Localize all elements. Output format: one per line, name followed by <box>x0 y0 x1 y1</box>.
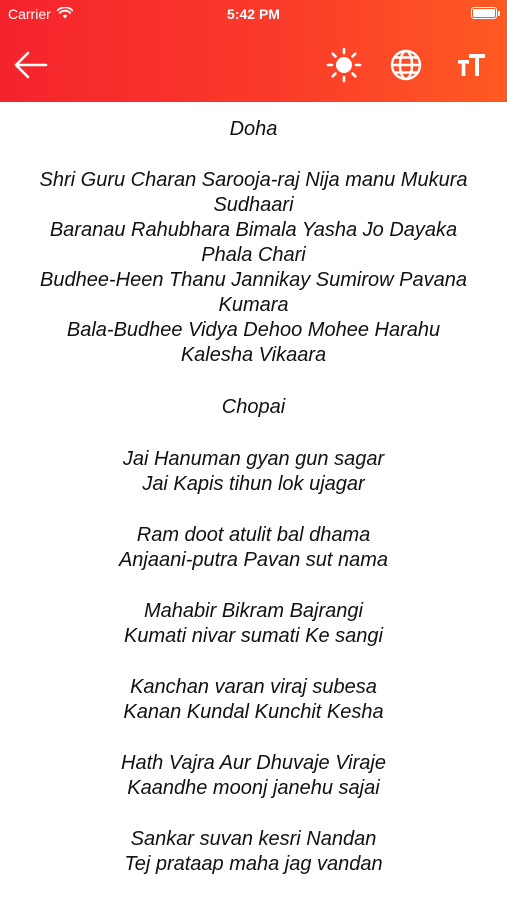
chopai-line: Sankar suvan kesri Nandan <box>130 828 377 850</box>
back-button[interactable] <box>12 46 50 84</box>
chopai-line: Kaandhe moonj janehu sajai <box>127 777 380 799</box>
chopai-line: Jai Kapis tihun lok ujagar <box>142 473 365 495</box>
doha-line: Kumara <box>218 294 289 316</box>
chopai-line: Anjaani-putra Pavan sut nama <box>118 549 389 571</box>
chopai-line: Kanan Kundal Kunchit Kesha <box>123 701 384 723</box>
chopai-line: Hath Vajra Aur Dhuvaje Viraje <box>121 752 386 774</box>
doha-line: Phala Chari <box>201 244 306 266</box>
chopai-line: Mahabir Bikram Bajrangi <box>144 600 363 622</box>
carrier-label: Carrier <box>8 6 51 22</box>
doha-line: Shri Guru Charan Sarooja-raj Nija manu Mukura <box>39 169 468 191</box>
chopai-heading: Chopai <box>221 396 286 418</box>
sun-icon <box>326 47 362 83</box>
brightness-button[interactable] <box>324 45 364 85</box>
doha-line: Bala-Budhee Vidya Dehoo Mohee Harahu <box>66 319 441 341</box>
globe-icon <box>389 48 423 82</box>
app-header <box>0 0 507 102</box>
status-time: 5:42 PM <box>227 6 280 22</box>
chopai-line: Ram doot atulit bal dhama <box>136 524 371 546</box>
chopai-line: Kanchan varan viraj subesa <box>130 676 377 698</box>
chopai-line: Jai Hanuman gyan gun sagar <box>122 448 385 470</box>
status-bar <box>0 0 507 28</box>
nav-bar <box>0 28 507 102</box>
doha-line: Budhee-Heen Thanu Jannikay Sumirow Pavana <box>40 269 467 291</box>
doha-heading: Doha <box>229 118 278 140</box>
doha-line: Baranau Rahubhara Bimala Yasha Jo Dayaka <box>49 219 458 241</box>
chalisa-text <box>0 102 507 900</box>
doha-line: Kalesha Vikaara <box>180 344 327 366</box>
text-size-icon <box>455 50 487 80</box>
arrow-left-icon <box>13 50 49 80</box>
doha-line: Sudhaari <box>213 194 294 216</box>
battery-icon <box>471 7 497 19</box>
chopai-line: Kumati nivar sumati Ke sangi <box>123 625 383 647</box>
chopai-line: Tej prataap maha jag vandan <box>124 853 383 875</box>
language-button[interactable] <box>386 45 426 85</box>
battery-fill <box>473 9 495 17</box>
text-size-button[interactable] <box>451 45 491 85</box>
